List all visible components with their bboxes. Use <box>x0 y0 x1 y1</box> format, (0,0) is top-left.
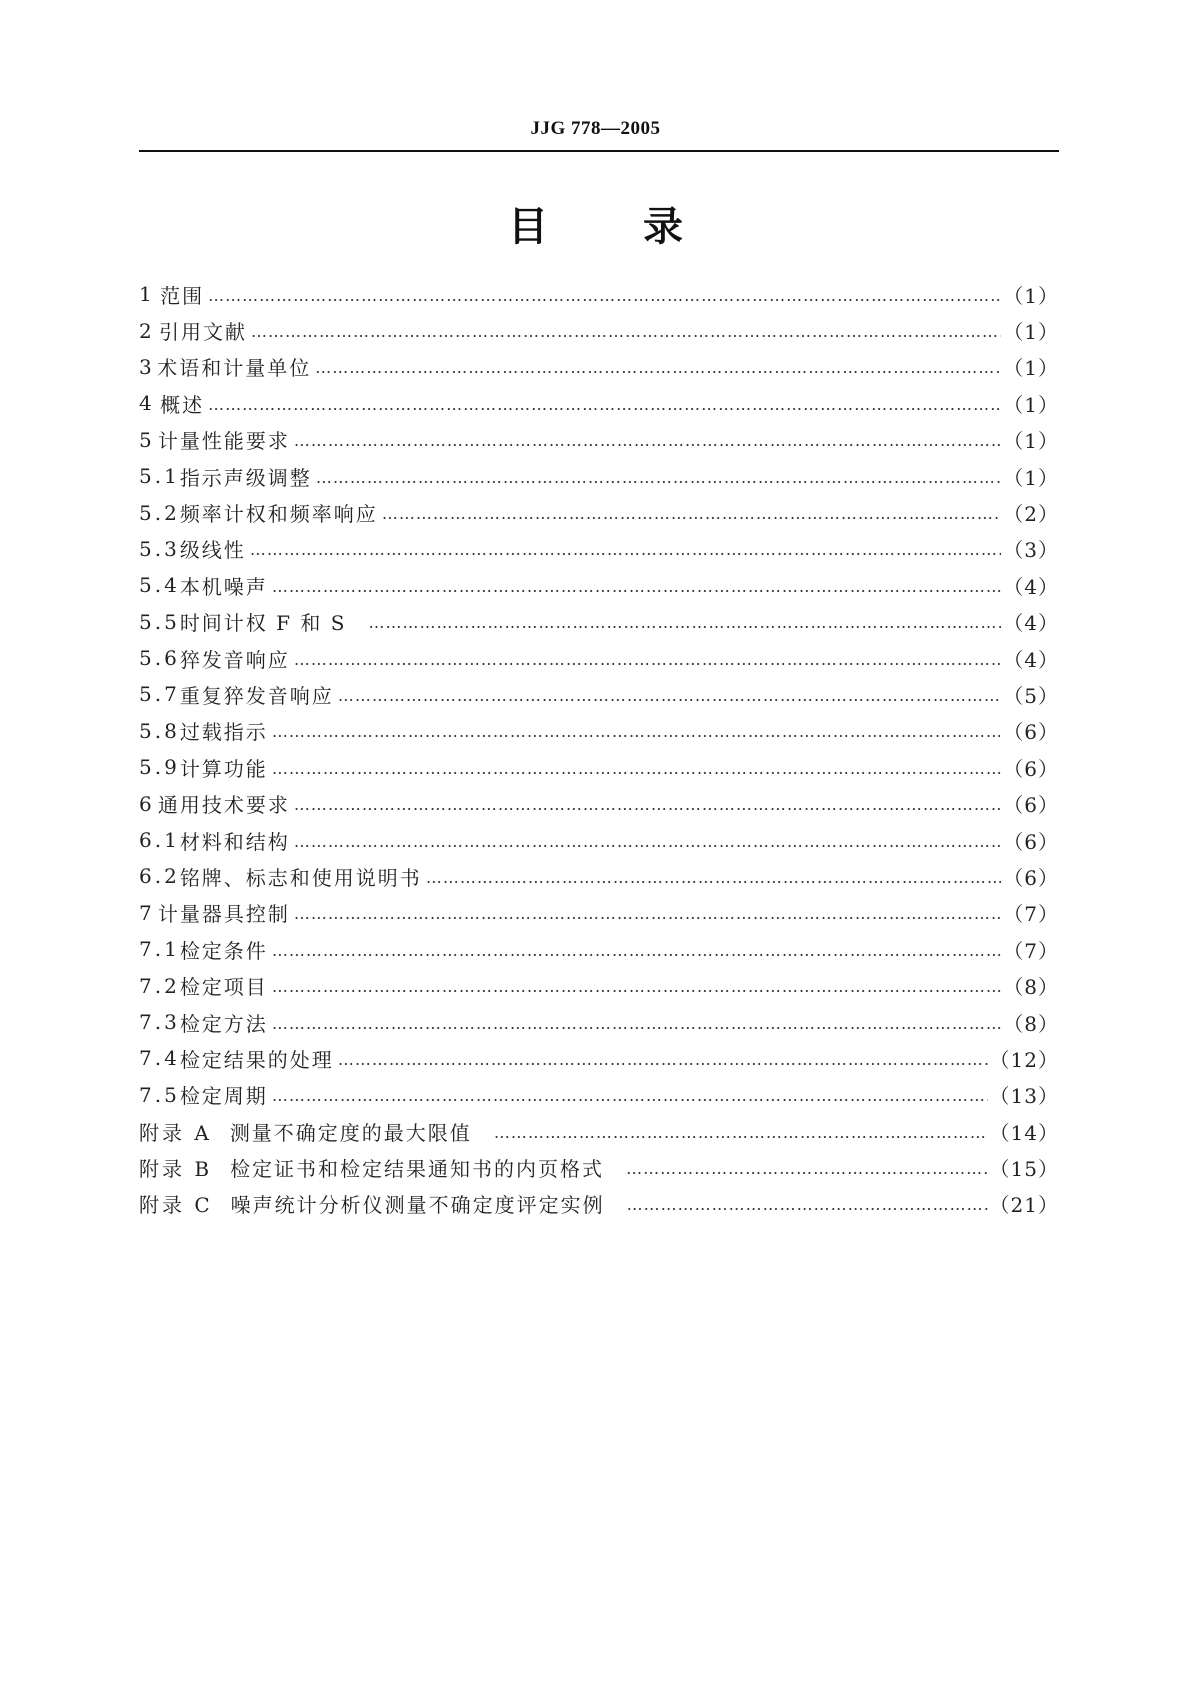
toc-entry-number: 4 <box>139 391 155 416</box>
toc-entry[interactable] <box>139 494 1059 530</box>
toc-dot-leader <box>382 504 1001 523</box>
toc-dot-leader <box>338 1050 988 1069</box>
toc-entry-title: 材料和结构 <box>179 829 290 854</box>
toc-entry-number: 5.1 <box>139 464 180 489</box>
toc-entry-page: （13） <box>989 1084 1059 1109</box>
toc-entry-page: （8） <box>1003 1011 1059 1036</box>
toc-entry-title: 猝发音响应 <box>179 647 290 672</box>
toc-entry-page: （6） <box>1003 829 1059 854</box>
toc-entry[interactable] <box>139 822 1059 858</box>
toc-entry-title: 过载指示 <box>179 720 268 745</box>
toc-entry-number: 5.9 <box>139 755 180 780</box>
toc-dot-leader <box>294 431 1001 450</box>
toc-dot-leader <box>272 722 1001 741</box>
toc-list <box>139 276 1059 1222</box>
toc-entry-number: 6.1 <box>139 828 180 853</box>
toc-entry-title: 计量器具控制 <box>157 902 290 927</box>
toc-entry-number: 5.7 <box>139 682 180 707</box>
toc-dot-leader <box>368 613 1001 632</box>
toc-entry[interactable] <box>139 276 1059 312</box>
toc-entry[interactable] <box>139 385 1059 421</box>
toc-dot-leader <box>315 358 1001 377</box>
toc-dot-leader <box>272 977 1001 996</box>
toc-dot-leader <box>208 286 1001 305</box>
toc-entry-number: 5.4 <box>139 573 180 598</box>
toc-entry-page: （8） <box>1003 975 1059 1000</box>
toc-entry[interactable] <box>139 640 1059 676</box>
toc-entry-page: （7） <box>1003 902 1059 927</box>
toc-dot-leader <box>272 1014 1001 1033</box>
toc-entry-title: 检定结果的处理 <box>179 1047 334 1072</box>
toc-entry-page: （7） <box>1003 938 1059 963</box>
toc-entry-title: 术语和计量单位 <box>157 356 312 381</box>
toc-heading <box>0 195 1191 252</box>
toc-entry-number: 5.6 <box>139 646 180 671</box>
toc-entry-page: （2） <box>1003 502 1059 527</box>
toc-entry-title: 噪声统计分析仪测量不确定度评定实例 <box>230 1193 605 1218</box>
toc-entry[interactable] <box>139 931 1059 967</box>
toc-entry[interactable] <box>139 1004 1059 1040</box>
toc-dot-leader <box>338 686 1001 705</box>
toc-entry-number: 7.3 <box>139 1010 180 1034</box>
toc-entry-title: 范围 <box>160 283 205 308</box>
toc-entry-number: 3 <box>139 354 155 379</box>
toc-entry-number: 5.3 <box>139 536 180 561</box>
toc-entry-page: （4） <box>1003 611 1059 636</box>
toc-entry-number: 6 <box>139 791 155 816</box>
toc-entry-page: （1） <box>1003 356 1059 381</box>
toc-dot-leader <box>627 1195 988 1214</box>
toc-entry-title: 铭牌、标志和使用说明书 <box>179 865 422 890</box>
toc-entry-title: 本机噪声 <box>179 574 268 599</box>
toc-dot-leader <box>272 941 1001 960</box>
toc-entry[interactable] <box>139 531 1059 567</box>
toc-dot-leader <box>494 1123 988 1142</box>
toc-entry[interactable] <box>139 349 1059 385</box>
toc-entry-title: 检定方法 <box>179 1011 268 1036</box>
toc-entry[interactable] <box>139 749 1059 785</box>
toc-entry-number: 附录 C <box>139 1193 213 1218</box>
toc-dot-leader <box>250 540 1001 559</box>
toc-dot-leader <box>626 1159 987 1178</box>
toc-entry-page: （15） <box>989 1157 1059 1182</box>
toc-entry-title: 指示声级调整 <box>179 465 312 490</box>
toc-dot-leader <box>426 868 1001 887</box>
toc-dot-leader <box>294 832 1001 851</box>
toc-entry-page: （1） <box>1003 320 1059 345</box>
toc-entry[interactable] <box>139 422 1059 458</box>
toc-entry-page: （4） <box>1003 574 1059 599</box>
toc-entry-number: 7 <box>139 900 155 925</box>
toc-entry-title: 引用文献 <box>158 320 247 345</box>
toc-dot-leader <box>251 322 1001 341</box>
toc-entry[interactable] <box>139 604 1059 640</box>
toc-entry-title: 检定条件 <box>179 938 268 963</box>
toc-entry-number: 7.4 <box>139 1046 180 1071</box>
toc-dot-leader <box>294 795 1001 814</box>
toc-entry[interactable] <box>139 1077 1059 1113</box>
toc-entry-number: 7.1 <box>139 937 180 962</box>
toc-entry[interactable] <box>139 676 1059 712</box>
toc-entry-page: （6） <box>1003 756 1059 781</box>
document-code-header: JJG 778—2005 <box>530 118 661 139</box>
toc-entry-number: 5 <box>139 427 155 452</box>
toc-entry[interactable] <box>139 458 1059 494</box>
toc-dot-leader <box>316 468 1001 487</box>
toc-entry[interactable] <box>139 967 1059 1003</box>
toc-entry-page: （1） <box>1003 429 1059 454</box>
toc-entry[interactable] <box>139 1186 1059 1222</box>
toc-entry-page: （6） <box>1003 865 1059 890</box>
toc-entry-title: 计算功能 <box>179 756 268 781</box>
toc-entry-page: （4） <box>1003 647 1059 672</box>
toc-entry[interactable] <box>139 1040 1059 1076</box>
toc-entry-title: 检定项目 <box>179 975 268 1000</box>
toc-entry-page: （12） <box>989 1047 1059 1072</box>
toc-dot-leader <box>272 759 1001 778</box>
toc-entry-number: 2 <box>139 318 155 343</box>
toc-entry[interactable] <box>139 895 1059 931</box>
toc-dot-leader <box>272 1086 988 1105</box>
toc-entry-number: 附录 B <box>139 1157 213 1182</box>
toc-entry-page: （14） <box>989 1120 1059 1145</box>
toc-entry-number: 5.8 <box>139 718 180 743</box>
toc-entry[interactable] <box>139 1149 1059 1185</box>
toc-entry[interactable] <box>139 858 1059 894</box>
toc-entry-title: 频率计权和频率响应 <box>179 502 378 527</box>
toc-entry-number: 7.5 <box>139 1082 180 1107</box>
toc-heading-char: 录 <box>643 204 683 250</box>
toc-entry-page: （6） <box>1003 793 1059 818</box>
toc-entry-title: 级线性 <box>179 538 246 563</box>
toc-entry-number: 附录 A <box>139 1120 212 1145</box>
toc-entry-page: （1） <box>1003 465 1059 490</box>
toc-entry-number: 1 <box>139 282 155 307</box>
toc-dot-leader <box>294 904 1001 923</box>
toc-entry-title: 时间计权 F 和 S <box>179 611 347 636</box>
toc-entry-page: （6） <box>1003 720 1059 745</box>
toc-entry-page: （3） <box>1003 538 1059 563</box>
toc-entry-number: 5.2 <box>139 500 180 525</box>
toc-entry-page: （21） <box>989 1193 1059 1218</box>
toc-entry-page: （5） <box>1003 683 1059 708</box>
toc-entry-number: 5.5 <box>139 609 180 634</box>
toc-entry-title: 重复猝发音响应 <box>179 683 334 708</box>
toc-entry[interactable] <box>139 785 1059 821</box>
toc-heading-char: 目 <box>508 204 548 250</box>
toc-entry-title: 计量性能要求 <box>157 429 290 454</box>
toc-dot-leader <box>208 395 1001 414</box>
toc-entry[interactable] <box>139 1113 1059 1149</box>
header-divider <box>139 150 1059 152</box>
toc-entry-title: 测量不确定度的最大限值 <box>229 1120 472 1145</box>
toc-entry-title: 检定周期 <box>179 1084 268 1109</box>
toc-entry[interactable] <box>139 567 1059 603</box>
toc-entry-page: （1） <box>1003 392 1059 417</box>
toc-entry[interactable] <box>139 312 1059 348</box>
toc-entry[interactable] <box>139 713 1059 749</box>
toc-dot-leader <box>272 577 1001 596</box>
toc-entry-title: 检定证书和检定结果通知书的内页格式 <box>230 1157 605 1182</box>
toc-entry-number: 6.2 <box>139 864 180 889</box>
toc-dot-leader <box>294 650 1001 669</box>
toc-entry-page: （1） <box>1003 283 1059 308</box>
toc-entry-title: 通用技术要求 <box>157 793 290 818</box>
toc-entry-title: 概述 <box>160 392 205 417</box>
toc-entry-number: 7.2 <box>139 973 180 998</box>
